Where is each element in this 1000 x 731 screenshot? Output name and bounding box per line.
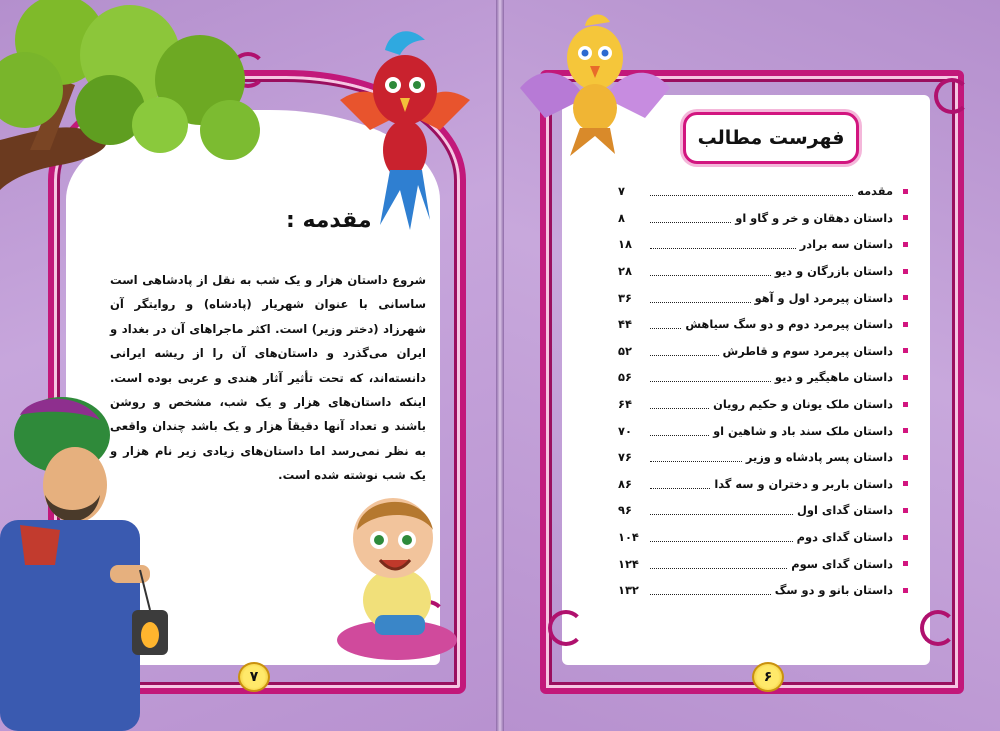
page-number: ۶ — [763, 669, 773, 685]
bullet-icon — [903, 269, 908, 274]
toc-entry-title: مقدمه — [857, 184, 893, 199]
child-on-cushion-illustration — [335, 490, 465, 665]
tree-illustration — [0, 0, 270, 210]
toc-entry-page: ۷۶ — [618, 450, 632, 465]
bullet-icon — [903, 295, 908, 300]
dot-leader — [650, 487, 710, 489]
toc-entry[interactable] — [618, 311, 908, 338]
toc-entry-page: ۱۳۲ — [618, 583, 639, 598]
toc-entry[interactable] — [618, 524, 908, 551]
bullet-icon — [903, 428, 908, 433]
toc-entry[interactable] — [618, 284, 908, 311]
page-number-badge — [238, 662, 270, 692]
toc-entry-page: ۹۶ — [618, 503, 632, 518]
toc-entry[interactable] — [618, 391, 908, 418]
toc-entry-title: داستان دهقان و خر و گاو او — [735, 210, 893, 225]
toc-entry-title: داستان سه برادر — [799, 237, 893, 252]
toc-entry[interactable] — [618, 444, 908, 471]
bullet-icon — [903, 215, 908, 220]
toc-entry-title: داستان ملک یونان و حکیم رویان — [713, 397, 893, 412]
dot-leader — [650, 380, 771, 382]
bullet-icon — [903, 588, 908, 593]
introduction-text: شروع داستان هزار و یک شب به نقل از پادشاهی است ساسانی با عنوان شهریار (پادشاه) و روایتگر آن شهرزاد (دختر وزیر) است. اکثر ماجراهای آن در بغداد و ایران می‌گذرد و داستان‌های آن را از ریشه ایرانی دانسته‌اند، که تحت تأثیر آثار هندی و عربی بوده است. اینکه داستان‌های هزار و یک شب، مشخص و روشن باشند و تعداد آنها دقیقاً هزار و یک باشد چندان واقعی به نظر نمی‌رسد اما داستان‌های زیادی زیر نام هزار و یک شب نوشته شده است. — [110, 273, 426, 483]
toc-entry[interactable] — [618, 471, 908, 498]
toc-entry-title: داستان ماهیگیر و دیو — [774, 370, 893, 385]
dot-leader — [650, 513, 793, 515]
toc-entry-page: ۷۰ — [618, 423, 632, 438]
bullet-icon — [903, 455, 908, 460]
dot-leader — [650, 354, 719, 356]
dot-leader — [650, 567, 787, 569]
book-spine — [496, 0, 504, 731]
dot-leader — [650, 434, 709, 436]
toc-entry-title: داستان بازرگان و دیو — [774, 264, 893, 279]
toc-entry-title: داستان پسر پادشاه و وزیر — [745, 450, 893, 465]
bullet-icon — [903, 375, 908, 380]
bullet-icon — [903, 561, 908, 566]
toc-title: فهرست مطالب — [697, 127, 845, 149]
toc-entry-page: ۱۰۴ — [618, 530, 639, 545]
dot-leader — [650, 593, 771, 595]
dot-leader — [650, 460, 742, 462]
toc-entry-page: ۵۶ — [618, 370, 632, 385]
toc-entry-title: داستان بانو و دو سگ — [774, 583, 893, 598]
toc-entry-page: ۴۴ — [618, 317, 632, 332]
dot-leader — [650, 194, 853, 196]
red-parrot-illustration — [330, 20, 480, 235]
swirl-ornament — [920, 610, 956, 646]
dot-leader — [650, 247, 796, 249]
toc-entry-page: ۸۶ — [618, 476, 632, 491]
bullet-icon — [903, 508, 908, 513]
toc-entry[interactable] — [618, 497, 908, 524]
toc-entry-page: ۱۲۴ — [618, 556, 639, 571]
bullet-icon — [903, 481, 908, 486]
toc-entry[interactable] — [618, 178, 908, 205]
toc-title-box — [683, 112, 859, 164]
toc-entry-title: داستان پیرمرد دوم و دو سگ سیاهش — [685, 317, 893, 332]
toc-entry-page: ۱۸ — [618, 237, 632, 252]
swirl-ornament — [548, 610, 584, 646]
toc-entry-title: داستان پیرمرد اول و آهو — [754, 290, 893, 305]
toc-entry-title: داستان ملک سند باد و شاهین او — [713, 423, 893, 438]
bullet-icon — [903, 402, 908, 407]
page-number: ۷ — [249, 669, 259, 685]
toc-entry-page: ۳۶ — [618, 290, 632, 305]
toc-entry[interactable] — [618, 550, 908, 577]
toc-entry-page: ۸ — [618, 210, 625, 225]
table-of-contents — [618, 178, 908, 604]
bullet-icon — [903, 189, 908, 194]
yellow-parrot-illustration — [515, 8, 675, 158]
dot-leader — [650, 327, 681, 329]
bullet-icon — [903, 322, 908, 327]
dot-leader — [650, 221, 731, 223]
toc-entry-title: داستان گدای دوم — [796, 530, 893, 545]
page-number-badge — [752, 662, 784, 692]
old-man-with-lantern-illustration — [0, 395, 185, 731]
bullet-icon — [903, 348, 908, 353]
bullet-icon — [903, 242, 908, 247]
dot-leader — [650, 540, 793, 542]
toc-entry-page: ۶۴ — [618, 397, 632, 412]
dot-leader — [650, 301, 751, 303]
dot-leader — [650, 274, 771, 276]
knot-ornament — [934, 78, 970, 114]
toc-entry[interactable] — [618, 364, 908, 391]
bullet-icon — [903, 535, 908, 540]
toc-entry-page: ۵۲ — [618, 343, 632, 358]
dot-leader — [650, 407, 709, 409]
toc-entry-page: ۲۸ — [618, 264, 632, 279]
toc-entry[interactable] — [618, 205, 908, 232]
toc-entry-title: داستان باربر و دختران و سه گدا — [714, 476, 893, 491]
toc-entry[interactable] — [618, 577, 908, 604]
toc-entry-title: داستان پیرمرد سوم و قاطرش — [722, 343, 893, 358]
toc-entry[interactable] — [618, 258, 908, 285]
toc-entry-title: داستان گدای سوم — [791, 556, 893, 571]
toc-entry[interactable] — [618, 338, 908, 365]
toc-entry-page: ۷ — [618, 184, 625, 199]
toc-entry[interactable] — [618, 417, 908, 444]
toc-entry[interactable] — [618, 231, 908, 258]
toc-entry-title: داستان گدای اول — [797, 503, 893, 518]
introduction-heading: مقدمه : — [286, 208, 372, 233]
